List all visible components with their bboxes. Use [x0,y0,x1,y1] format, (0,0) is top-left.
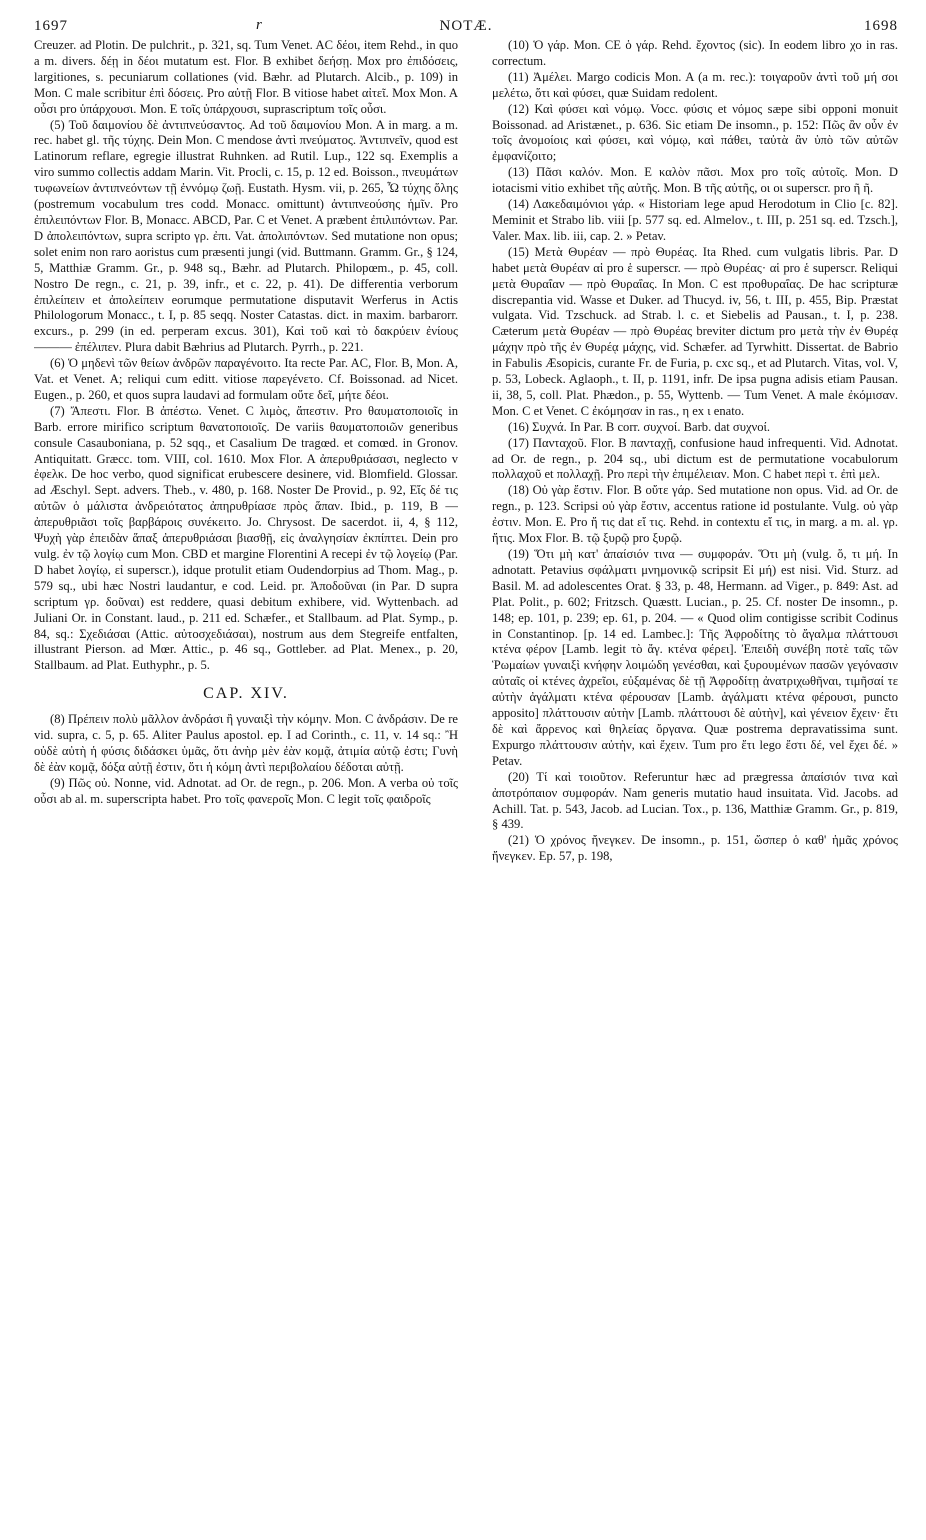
page-number-right: 1698 [864,18,898,34]
page-header [34,10,898,36]
note-paragraph: Creuzer. ad Plotin. De pulchrit., p. 321, sq. Tum Venet. AC δέοι, item Rehd., in quo a m. divers. δέῃ in δέοι mutatum est. Flor. B exhibet δεήσῃ. Mox pro ἐπιδόσεις, largitiones, s. pecuniarum collationes (vid. Bæhr. ad Plutarch. Alcib., p. 109) in Mon. C male scribitur ἐπὶ δόσεις. Pro αὐτῇ Flor. B vitiose habet αἰτεῖ. Mox Mon. A οὖσι pro ὑπάρχουσι. Mon. E τοῖς ὑπάρχουσι, suprascriptum τοῖς οὖσι. [34,38,458,116]
note-paragraph: (5) Τοῦ δαιμονίου δὲ ἀντιπνεύσαντος. Ad τοῦ δαιμονίου Mon. A in marg. a m. rec. habet gl. τῆς τύχης. Dein Mon. C mendose ἀντὶ πνεύματος. Ἀντιπνεῖν, quod est Latinorum reflare, egregie illustrat Ruhnken. ad Rutil. Lup., 122 sq. Exemplis a viro summo collectis addam Marin. Vit. Procli, c. 15, p. 12 ed. Boisson., πνευμάτων τυφωνείων ἀντιπνεόντων τῇ ἐννόμῳ ζωῇ. Eustath. Hysm. vii, p. 265, Ὦ τύχης ὅλης (postremum vocabulum tres codd. Monacc. omittunt) ἀντιπνεούσης ἡμῖν. Pro ἐπιλειπόντων Flor. B, Monacc. ABCD, Par. C et Venet. A præbent ἐπιλιπόντων. Par. D ἀπολειπόντων, supra scripto γρ. ἐπι. Vat. ἀπολιπόντων. Sed mutatione non opus; solet enim non raro aoristus cum præsenti jungi (vid. Buttmann. Gramm. Gr., § 124, 5, Matthiæ Gramm. Gr., p. 948 sq., Bæhr. ad Plutarch. Philopœm., p. 45, coll. Nostro De regn., c. 21, p. 39, infr., et c. 22, p. 41). De differentia verborum ἐπιλείπειν et ἀπολείπειν eorumque permutatione disputavit Werferus in Actis Philologorum Monacc., t. I, p. 85 seqq. Noster Catastas. dict. in maxim. barbarorr. excurs., p. 299 (in ed. perperam excus. 301), Καὶ τοῦ καὶ τὸ δακρύειν ἐνίους ——— ἐπέλιπεν. Plura dabit Bæhrius ad Plutarch. Pyrrh., p. 221. [34,117,458,355]
note-paragraph: (13) Πᾶσι καλόν. Mon. E καλὸν πᾶσι. Mox pro τοῖς αὐτοῖς. Mon. D iotacismi vitio exhibet τῆς αὐτῆς. Mon. B τῆς αὐτῆς, οι οι superscr. pro ῆ ῆ. [492,165,898,196]
running-title: NOTÆ. [439,18,493,34]
page-number-left: 1697 [34,18,68,34]
note-paragraph: (18) Οὐ γὰρ ἔστιν. Flor. B οὔτε γάρ. Sed mutatione non opus. Vid. ad Or. de regn., p. 123. Scripsi οὐ γὰρ ἔστιν, accentus ratione id postulante. Vulg. οὐ γὰρ ἐστιν. Mon. E. Pro ἤ τις dat εἴ τις. Rehd. in contextu εἴ τις, in marg. a m. al. γρ. ἤτις. Mox Flor. B. τῷ ξυρῷ pro ξυρῷ. [492,483,898,546]
note-paragraph: (9) Πῶς οὐ. Nonne, vid. Adnotat. ad Or. de regn., p. 206. Mon. A verba οὐ τοῖς οὖσι ab al. m. superscripta habet. Pro τοῖς φανεροῖς Mon. C legit τοῖς φαιδροῖς [34,775,458,806]
note-paragraph: (11) Ἀμέλει. Margo codicis Mon. A (a m. rec.): τοιγαροῦν ἀντὶ τοῦ μή σοι μελέτω, ὅτι καὶ φύσει, quæ Suidam redolent. [492,69,898,100]
note-paragraph: (10) Ὁ γάρ. Mon. CE ὁ γάρ. Rehd. ἔχοντος (sic). In eodem libro χο in ras. correctum. [492,38,898,68]
right-column [492,38,898,1528]
note-paragraph: (8) Πρέπειν πολὺ μᾶλλον ἀνδράσι ἢ γυναιξὶ τὴν κόμην. Mon. C ἀνδράσιν. De re vid. supra, c. 5, p. 65. Aliter Paulus apostol. ep. I ad Corinth., c. 11, v. 14 sq.: Ἢ οὐδὲ αὐτὴ ἡ φύσις διδάσκει ὑμᾶς, ὅτι ἀνὴρ μὲν ἐὰν κομᾷ, ἀτιμία αὐτῷ ἐστι; Γυνὴ δὲ ἐὰν κομᾷ, δόξα αὐτῇ ἐστιν, ὅτι ἡ κόμη ἀντὶ περιβολαίου δέδοται αὐτῇ. [34,712,458,774]
left-column [34,38,458,1528]
note-paragraph: (14) Λακεδαιμόνιοι γάρ. « Historiam lege apud Herodotum in Clio [c. 82]. Meminit et Strabo lib. viii [p. 577 sq. ed. Almelov., t. III, p. 251 sq. ed. Tzsch.], Valer. Max. lib. iii, cap. 2. » Petav. [492,197,898,243]
note-paragraph: (20) Τί καὶ τοιοῦτον. Referuntur hæc ad prægressa ἀπαίσιόν τινα καὶ ἀποτρόπαιον συμφοράν. Nam generis mutatio haud insuitata. Vid. Jacobs. ad Achill. Tat. p. 543, Jacob. ad Lucian. Tox., p. 136, Matthiæ Gramm. Gr., p. 819, § 439. [492,769,898,832]
signature-mark: r [256,17,262,33]
note-paragraph: (16) Συχνά. In Par. B corr. συχνοί. Barb. dat συχνοί. [508,419,771,434]
note-paragraph: (21) Ὁ χρόνος ἤνεγκεν. De insomn., p. 151, ὥσπερ ὁ καθ' ἡμᾶς χρόνος ἤνεγκεν. Ep. 57, p. 198, [492,833,898,864]
chapter-heading: CAP. XIV. [203,685,289,703]
note-paragraph: (6) Ὁ μηδενὶ τῶν θείων ἀνδρῶν παραγένοιτο. Ita recte Par. AC, Flor. B, Mon. A, Vat. et Venet. A; reliqui cum editt. vitiose παρεγένετο. Cf. Boissonad. ad Nicet. Eugen., p. 260, et quos supra laudavi ad formulam οὔτε δεῖ, μήτε δέοι. [34,356,458,402]
note-paragraph: (12) Καὶ φύσει καὶ νόμῳ. Vocc. φύσις et νόμος sæpe sibi opponi monuit Boissonad. ad Aristænet., p. 636. Sic etiam De insomn., p. 152: Πῶς ἂν οὖν ἐν τοῖς ἀνομοίοις καὶ φύσει, καὶ νόμῳ, καὶ πάθει, ταὐτὰ ἂν ὑπὸ τῶν αὐτῶν ἐμφανίζοιτο; [492,101,898,164]
note-paragraph: (15) Μετὰ Θυρέαν — πρὸ Θυρέας. Ita Rhed. cum vulgatis libris. Par. D habet μετὰ Θυρέαν αἱ pro ἑ superscr. — πρὸ Θυρέας· αἱ pro ἑ superscr. Reliqui μετὰ Θυραΐαν — πρὸ Θυραΐας. In Mon. C est προθυραΐας. De hac scripturæ discrepantia vid. Wasse et Duker. ad Thucyd. iv, 56, t. III, p. 455, Bip. Præstat vulgata. Vid. Tzschuck. ad Strab. l. c. et Siebelis ad Pausan., t. I, p. 238. Cæterum μετὰ Θυρέαν — πρὸ Θυρέας breviter dictum pro μετὰ τὴν ἐν Θυρέᾳ μάχην πρὸ τῆς ἐν Θυρέᾳ μάχης, vid. Schæfer. ad Tyrwhitt. Dissertat. de Babrio in Fabulis Æsopicis, curante Fr. de Furia, p. cxc sq., et ad Plutarch. Vitas, vol. V, p. 53, Lobeck. Aglaoph., t. II, p. 1191, infr. De ipsa pugna adisis etiam Pausan. ii, 38, 5, coll. Plat. Phædon., p. 55, Wyttenb. — Tum Venet. A male ἐκόμισαν. Mon. C et Venet. C ἐκόμησαν in ras., η ex ι enato. [492,244,898,418]
note-paragraph: (17) Πανταχοῦ. Flor. B πανταχῇ, confusione haud infrequenti. Vid. Adnotat. ad Or. de regn., p. 204 sq., ubi dictum est de permutatione vocabulorum πολλαχοῦ et πολλαχῇ. Pro περὶ τὴν ἐπιμέλειαν. Mon. C habet περὶ τ. ἐπὶ μελ. [492,435,898,482]
note-paragraph: (7) Ἄπεστι. Flor. B ἀπέστω. Venet. C λιμὸς, ἄπεστιν. Pro θαυματοποιοῖς in Barb. errore mirifico scriptum θανατοποιοῖς. De variis θαυματοποιῶν generibus consule Casauboniana, p. 52 sqq., et Casalium De tragœd. et comœd. in Gronov. Antiquitatt. Græcc. tom. VIII, col. 1610. Mox Flor. A ἀπερυθριάσασι, neglecto v ἐφελκ. De hoc verbo, quod significat erubescere desinere, vid. Blomfield. Glossar. ad Æschyl. Sept. advers. Theb., v. 480, p. 168. Noster De Provid., p. 92, Εἴς δέ τις αὐτῶν ὁ μάλιστα ἀνδρειότατος ἀπηρυθρίασε πρὸς ἅπαν. Ibid., p. 119, B — ἀπερυθριᾶσι τοῖς βαρβάροις συνέκειτο. Jo. Chrysost. De sacerdot. ii, 4, § 112, Ψυχὴ γὰρ ἐπειδὰν ἅπαξ ἀπερυθριάσαι βιασθῇ, εἰς ἀναλγησίαν ἐκπίπτει. Dein pro vulg. ἐν τῷ λογίῳ cum Mon. CBD et margine Florentini A recepi ἐν τῷ λογείῳ (Par. D habet λογίῳ, εἰ superscr.), idque protulit etiam Oudendorpius ad Thom. Mag., p. 579 sq., ubi hæc Nostri laudantur, e cod. Leid. pr. Ἀποδοῦναι (in Par. D supra scriptum γρ. δοῦναι) est reddere, quasi debitum exhibere, vid. Wyttenbach. ad Juliani Or. in Constant. laud., p. 211 ed. Schæfer., et Stallbaum. ad Plat. Symp., p. 84, sq.: Σχεδιάσαι (Attic. αὐτοσχεδιάσαι), nostrum aus dem Stegreife entfalten, illustrant Pierson. ad Mœr. Attic., p. 46 sq., Gottleber. ad Plat. Menex., p. 20, Stallbaum. ad Plat. Euthyphr., p. 5. [34,403,458,673]
note-paragraph: (19) Ὅτι μὴ κατ' ἀπαίσιόν τινα — συμφοράν. Ὅτι μὴ (vulg. ὅ, τι μή. In adnotatt. Petavius σφάλματι μνημονικῷ scripsit Εἰ μή) est nisi. Vid. Sturz. ad Basil. M. ad adolescentes Orat. § 33, p. 48, Hermann. ad Viger., p. 849: Ast. ad Plat. Polit., p. 602; Fritzsch. Quæstt. Lucian., p. 25. Cf. noster De insomn., p. 148; ep. 101, p. 239; ep. 61, p. 204. — « Quod olim contigisse scribit Codinus in Constantinop. [p. 14 ed. Lambec.]: Τῆς Ἀφροδίτης τὸ ἄγαλμα πλάττουσι κτένα φέρον [Lamb. legit τὸ ἄγ. κτένα φέρει]. Ἐπειδὴ συνέβη ποτὲ ταῖς τῶν Ῥωμαίων γυναιξὶ κνήφην λοιμώδη γενέσθαι, καὶ ξυρουμένων πασῶν γεγόνασιν αὐταῖς οἱ κτένες ἀχρεῖοι, εὐξαμένας δὲ τῇ Ἀφροδίτῃ ἀνατριχωθῆναι, τιμῆσαί τε αὐτὴν ἀγάλματι κτένα φέρουσαν [Lamb. ἀγάλματι κτένα φέρουσι, puncto apposito] πλάττουσιν αὐτὴν [Lamb. πλάττουσι δὲ αὐτὴν], καὶ γένειον ἔχειν· ἔτι δὲ καὶ ἄρρενος καὶ θηλείας ὄργανα. Quæ postrema depravatissima sunt. Expurgo πλάττουσιν αὐτὴν, καὶ ἔχειν. Tum pro ἔτι lego ἔστι δέ, vel ἔχει δέ. » Petav. [492,547,898,768]
